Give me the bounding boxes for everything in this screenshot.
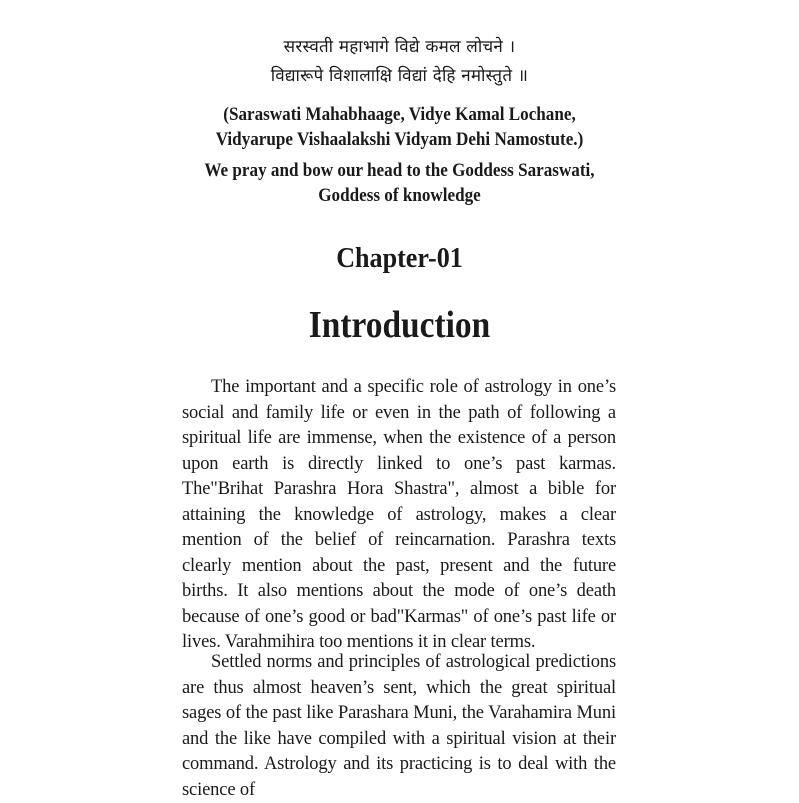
- sanskrit-verse-line-2: विद्यारूपे विशालाक्षि विद्यां देहि नमोस्तुते ॥: [270, 66, 529, 86]
- chapter-number: Chapter-01: [336, 242, 463, 274]
- sanskrit-verse-line-1: सरस्वती महाभागे विद्ये कमल लोचने ।: [283, 37, 516, 57]
- transliteration-line-1: (Saraswati Mahabhaage, Vidye Kamal Lochane,: [223, 104, 576, 125]
- transliteration-line-2: Vidyarupe Vishaalakshi Vidyam Dehi Namostute.): [215, 129, 584, 150]
- body-paragraph-2: Settled norms and principles of astrological predictions are thus almost heaven’s sent, which the great spiritual sages of the past like Parashara Muni, the Varahamira Muni and the like have compiled with a spiritual vision at their command. Astrology and its practicing is to deal with the science of: [182, 652, 616, 800]
- chapter-title: Introduction: [308, 304, 491, 346]
- body-paragraph-1: The important and a specific role of astrology in one’s social and family life or even in the path of following a spiritual life are immense, when the existence of a person upon earth is directly linked to one’s past karmas. The"Brihat Parashra Hora Shastra", almost a bible for attaining the knowledge of astrology, makes a clear mention of the belief of reincarnation. Parashra texts clearly mention about the past, present and the future births. It also mentions about the mode of one’s death because of one’s good or bad"Karmas" of one’s past life or lives. Varahmihira too mentions it in clear terms.: [182, 377, 616, 652]
- prayer-line-1: We pray and bow our head to the Goddess Saraswati,: [204, 160, 595, 181]
- prayer-line-2: Goddess of knowledge: [318, 185, 481, 206]
